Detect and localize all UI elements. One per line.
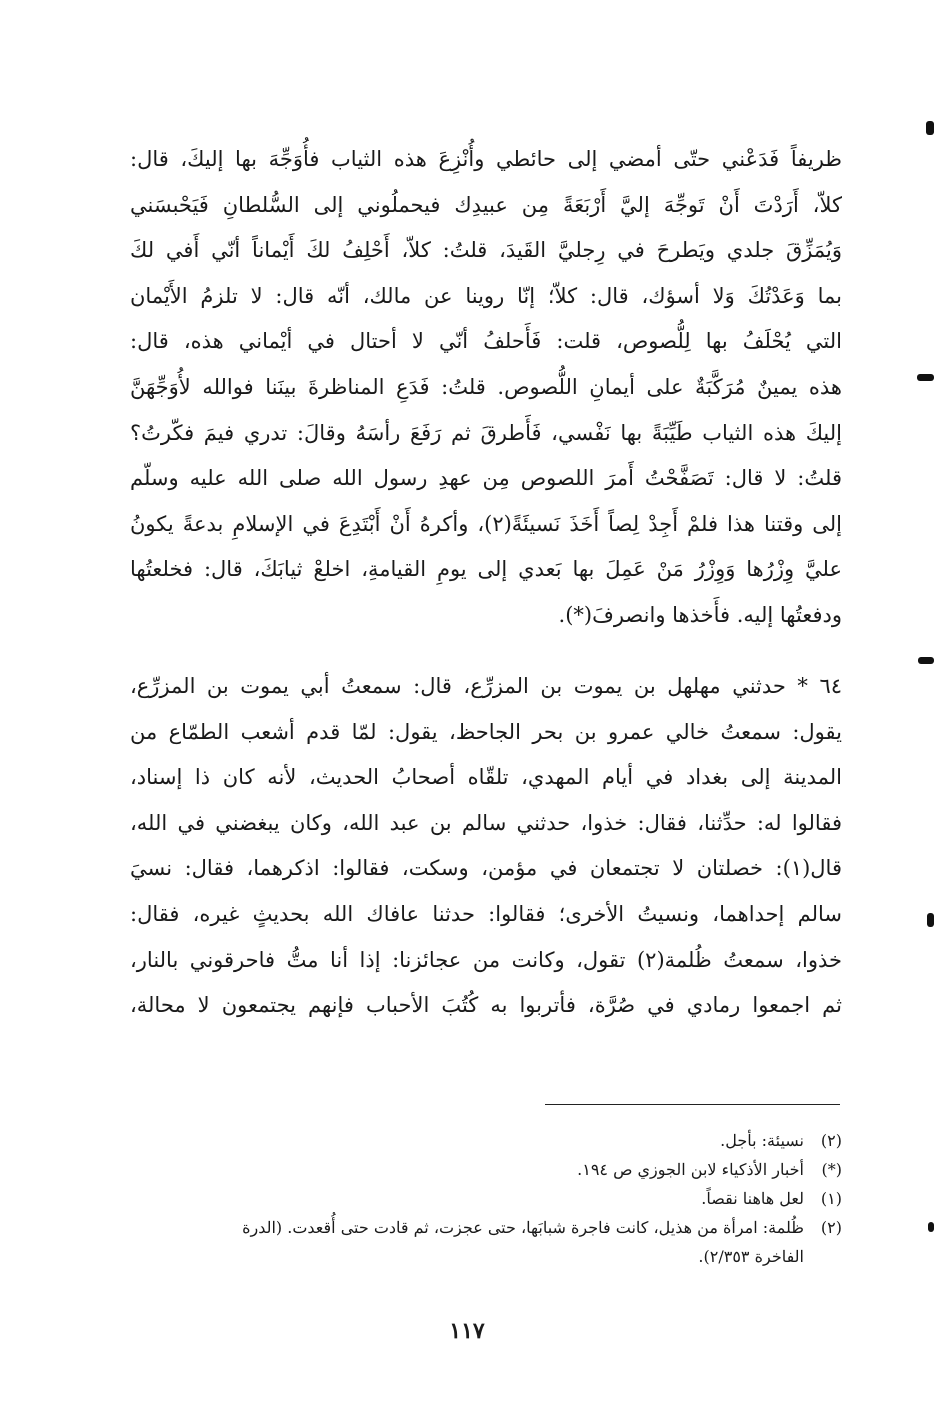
footnote-item xyxy=(130,1126,842,1155)
scan-edge-mark xyxy=(926,121,934,135)
text-line: هذه يمينٌ مُرَكَّبَةٌ على أيمانِ اللُّصوص. قلتُ: فَدَعِ المناظرةَ بينَنا فوالله لأُوَجِّهَنَّ xyxy=(130,374,842,399)
footnotes xyxy=(130,1126,842,1271)
text-line: بما وَعَدْتُكَ وَلا أسؤك، قال: كلاّ؛ إنّا روينا عن مالك، أنّه قال: لا تلزمُ الأَيْمان xyxy=(130,283,842,308)
text-line: إليكَ هذه الثياب طَيِّبَةً بها نَفْسي، فَأَطرقَ ثم رَفَعَ رأسَهُ وقالَ: تدري فيمَ فكّرتُ؟ xyxy=(130,420,842,445)
text-line: التي يُحْلَفُ بها لِلُّصوص، قلت: فَأَحلفُ أنّي لا أحتال في أيْماني هذه، قال: xyxy=(130,329,842,354)
footnote-item xyxy=(130,1213,842,1242)
footnote-number: (٢) xyxy=(820,1131,842,1150)
scan-edge-mark xyxy=(917,374,934,381)
footnote-item xyxy=(130,1184,842,1213)
text-line: خذوا، سمعتُ ظُلمة(٢) تقول، وكانت من عجائزنا: إذا أنا متُّ فاحرقوني بالنار، xyxy=(130,947,842,972)
text-line: ثم اجمعوا رمادي في صُرَّة، فأتربوا به كُتُبَ الأحباب فإنهم يجتمعون لا محالة، xyxy=(130,993,842,1018)
scan-edge-mark xyxy=(918,657,934,664)
footnote-number: (١) xyxy=(820,1189,842,1208)
footnote-text: نسيئة: بأجل. xyxy=(720,1131,804,1150)
text-line: سالم إحداهما، ونسيتُ الأخرى؛ فقالوا: حدثنا عافاك الله بحديثٍ غيره، فقال: xyxy=(130,901,842,926)
scan-edge-mark xyxy=(927,913,934,927)
paragraph-anecdote-64 xyxy=(130,664,842,1029)
text-line: قلتُ: لا قال: تَصَفَّحْتُ أَمرَ اللصوص مِن عهدِ رسول الله صلى الله عليه وسلّم xyxy=(130,466,842,491)
page-number: ١١٧ xyxy=(449,1318,485,1344)
footnote-item xyxy=(130,1155,842,1184)
text-line: كلاّ، أَرَدْتَ أَنْ تَوجِّهَ إليَّ أَرْبَعَةً مِن عبيدِك فيحملُوني إلى السُّلطانِ فَيَحْبسَني xyxy=(130,192,842,217)
footnote-number: (٢) xyxy=(820,1218,842,1237)
text-line: ظريفاً فَدَعْني حتّى أمضي إلى حائطي وأُنْزِعَ هذه الثياب فأُوَجِّهَ بها إليكَ، قال: xyxy=(130,147,842,171)
footnote-number: (*) xyxy=(821,1160,842,1179)
text-line: يقول: سمعتُ خالي عمرو بن بحر الجاحظ، يقول: لمّا قدم أشعب الطمّاع من xyxy=(130,719,842,744)
footnote-continuation: الفاخرة ٢/٣٥٣). xyxy=(698,1247,804,1266)
text-line: المدينة إلى بغداد في أيام المهدي، تلقّاه أصحابُ الحديث، لأنه كان ذا إسناد، xyxy=(130,765,842,790)
scan-edge-mark xyxy=(928,1222,934,1232)
text-line: قال(١): خصلتان لا تجتمعان في مؤمن، وسكت، فقالوا: اذكرهما، فقال: نسيَ xyxy=(130,856,842,881)
text-line: عليَّ وِزْرُها وَوِزْرُ مَنْ عَمِلَ بها بَعدي إلى يومِ القيامةِ، اخلعْ ثيابَكَ، قال: فخلعتُها xyxy=(130,557,842,582)
footnote-separator xyxy=(545,1104,840,1105)
footnote-text: لعل هاهنا نقصاً. xyxy=(701,1189,804,1208)
footnote-text: أخبار الأذكياء لابن الجوزي ص ١٩٤. xyxy=(577,1160,804,1179)
text-line: ودفعتُها إليه. فأَخذها وانصرفَ(*). xyxy=(558,602,842,627)
paragraph-story-end xyxy=(130,137,842,639)
text-line: فقالوا له: حدِّثنا، فقال: خذوا، حدثني سالم بن عبد الله، وكان يبغضني في الله، xyxy=(130,810,842,835)
text-line: وَيُمَزِّقَ جلدي ويَطرحَ في رِجليَّ القَيدَ، قلتُ: كلاّ، أَحْلِفُ لكَ أَيْماناً أنّي أَفي لكَ xyxy=(130,238,842,263)
footnote-text: ظُلمة: امرأة من هذيل، كانت فاجرة شبابَها، حتى عجزت، ثم قادت حتى أُقعدت. (الدرة xyxy=(242,1218,804,1237)
text-line: ٦٤ * حدثني مهلهل بن يموت بن المزرِّع، قال: سمعتُ أبي يموت بن المزرِّع، xyxy=(130,674,842,698)
text-line: إلى وقتنا هذا فلمْ أَجِدْ لِصاً أَخَذَ نَسيئَةً(٢)، وأكرهُ أَنْ أَبْتَدِعَ في الإسلامِ بدعةً يكونُ xyxy=(130,511,842,536)
